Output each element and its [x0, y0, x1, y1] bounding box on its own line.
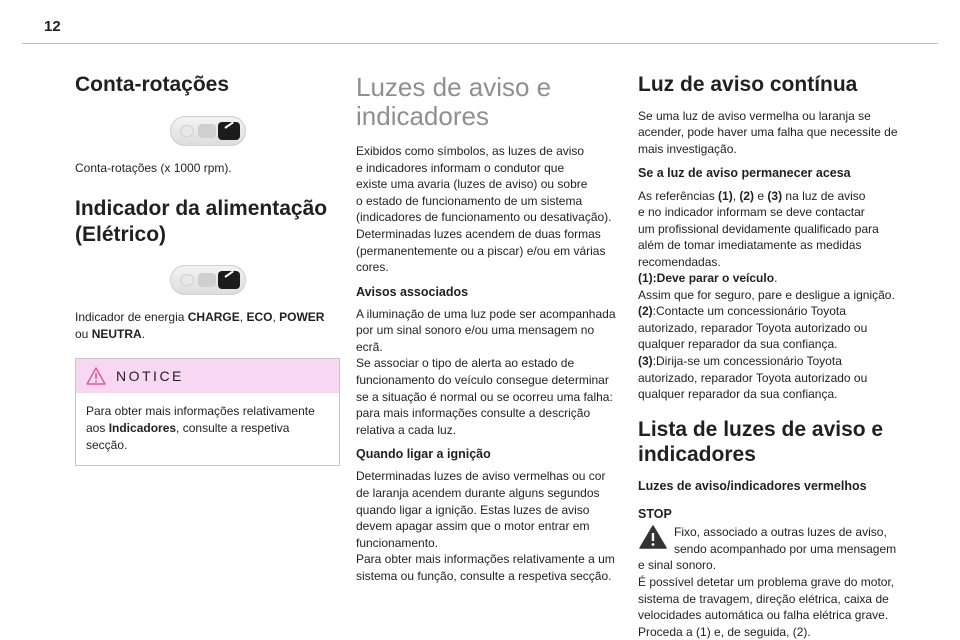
- column-middle: [356, 60, 621, 584]
- c3-intro-line: acender, pode haver uma falha que necessite de: [638, 125, 898, 140]
- ref-pre: As referências: [638, 188, 719, 203]
- item3-label: (3): [638, 353, 653, 368]
- tachometer-cluster-icon: [75, 116, 340, 146]
- power-text-end: .: [141, 326, 146, 341]
- notice-box: [75, 358, 340, 466]
- stop-rest-line: e sinal sonoro.: [638, 558, 717, 573]
- ignition-line: funcionamento.: [356, 535, 439, 550]
- continuous-light-heading: Luz de aviso contínua: [638, 73, 858, 96]
- stop-row: [638, 524, 910, 557]
- item1-text: Assim que for seguro, pare e desligue a ignição.: [638, 287, 895, 302]
- ref-line: além de tomar imediatamente as medidas: [638, 238, 862, 253]
- stop-text-rest: [638, 557, 910, 640]
- item2-line: :Contacte um concessionário Toyota: [652, 304, 846, 319]
- ref-sep1: ,: [732, 188, 740, 203]
- warning-triangle-icon: [86, 367, 106, 385]
- item1-end: .: [774, 271, 778, 286]
- ref-post: na luz de aviso: [782, 188, 866, 203]
- stop-rest-line: Proceda a (1) e, de seguida, (2).: [638, 624, 811, 639]
- ignition-line: Para obter mais informações relativamente a um: [356, 552, 615, 567]
- power-sep2: ,: [272, 310, 280, 325]
- item3-line: autorizado, reparador Toyota autorizado ou: [638, 370, 868, 385]
- ref-line: um profissional devidamente qualificado para: [638, 221, 879, 236]
- assoc-line: por um sinal sonoro e/ou uma mensagem no: [356, 323, 595, 338]
- intro-line: (indicadores de funcionamento ou desativação).: [356, 210, 612, 225]
- intro-line: Determinadas luzes acendem de duas formas: [356, 226, 601, 241]
- c3-intro-line: mais investigação.: [638, 141, 737, 156]
- ref-2: (2): [739, 188, 755, 203]
- ignition-heading: Quando ligar a ignição: [356, 447, 491, 462]
- mode-eco: ECO: [246, 310, 273, 325]
- top-rule: [22, 43, 938, 44]
- mode-charge: CHARGE: [187, 310, 240, 325]
- item1-label: (1): [638, 271, 653, 286]
- intro-line: (permanentemente ou a piscar) e/ou em várias: [356, 243, 606, 258]
- ref-sep2: e: [754, 188, 768, 203]
- intro-line: e indicadores informam o condutor que: [356, 160, 565, 175]
- item2-line: autorizado, reparador Toyota autorizado ou: [638, 320, 868, 335]
- ref-3: (3): [767, 188, 783, 203]
- list-heading-line2: indicadores: [638, 443, 756, 467]
- item2-line: qualquer reparador da sua confiança.: [638, 337, 838, 352]
- assoc-line: se a situação é normal ou se ocorreu uma falha:: [356, 389, 613, 404]
- stop-line: sendo acompanhado por uma mensagem: [674, 541, 897, 556]
- notice-text-post: , consulte a respetiva secção.: [86, 421, 290, 452]
- notice-header: [76, 359, 339, 393]
- stop-line: Fixo, associado a outras luzes de aviso,: [674, 525, 887, 540]
- power-heading-line1: Indicador da alimentação: [75, 197, 328, 221]
- notice-text: [86, 403, 329, 453]
- warning-lights-heading-line2: indicadores: [356, 101, 489, 132]
- red-lights-heading: Luzes de aviso/indicadores vermelhos: [638, 478, 867, 493]
- notice-text-pre: Para obter mais informações relativamente aos: [86, 404, 315, 436]
- notice-text-bold: Indicadores: [108, 421, 177, 436]
- ignition-line: Determinadas luzes de aviso vermelhas ou cor: [356, 469, 606, 484]
- ref-line: recomendadas.: [638, 254, 721, 269]
- assoc-line: ecrã.: [356, 339, 383, 354]
- intro-line: existe uma avaria (luzes de aviso) ou sobre: [356, 177, 588, 192]
- warning-lights-intro: [356, 143, 621, 275]
- column-left: [75, 60, 340, 466]
- stop-label: STOP: [638, 507, 672, 522]
- stop-rest-line: velocidades automática ou falha elétrica grave.: [638, 608, 889, 623]
- assoc-line: funcionamento do veículo consegue determinar: [356, 373, 609, 388]
- ref-1: (1): [718, 188, 733, 203]
- c3-intro-line: Se uma luz de aviso vermelha ou laranja se: [638, 108, 871, 123]
- warning-lights-heading-line1: Luzes de aviso e: [356, 72, 552, 102]
- ignition-line: quando ligar a ignição. Estas luzes de aviso: [356, 502, 590, 517]
- assoc-line: Se associar o tipo de alerta ao estado de: [356, 356, 575, 371]
- column-right: [638, 60, 910, 640]
- tachometer-caption: Conta-rotações (x 1000 rpm).: [75, 160, 232, 175]
- continuous-light-intro: [638, 108, 910, 158]
- item3-line: qualquer reparador da sua confiança.: [638, 387, 838, 402]
- power-text-mid: ou: [75, 326, 92, 341]
- list-heading: [638, 417, 910, 468]
- assoc-line: relativa a cada luz.: [356, 422, 457, 437]
- power-heading-line2: (Elétrico): [75, 222, 167, 246]
- intro-line: cores.: [356, 260, 389, 275]
- ignition-text: [356, 468, 621, 584]
- item1-bold: :Deve parar o veículo: [652, 271, 775, 286]
- ignition-line: sistema ou função, consulte a respetiva secção.: [356, 568, 612, 583]
- power-heading: [75, 196, 340, 247]
- tachometer-heading: Conta-rotações: [75, 73, 230, 96]
- item3-line: :Dirija-se um concessionário Toyota: [652, 353, 842, 368]
- notice-title: NOTICE: [116, 368, 184, 385]
- intro-line: Exibidos como símbolos, as luzes de aviso: [356, 144, 585, 159]
- power-sep1: ,: [239, 310, 247, 325]
- associated-alerts-text: [356, 306, 621, 438]
- associated-alerts-heading: Avisos associados: [356, 284, 469, 299]
- ignition-line: de laranja acendem durante alguns segundos: [356, 486, 600, 501]
- mode-power: POWER: [279, 310, 325, 325]
- list-heading-line1: Lista de luzes de aviso e: [638, 417, 884, 441]
- assoc-line: A iluminação de uma luz pode ser acompanhada: [356, 306, 616, 321]
- stop-rest-line: sistema de travagem, direção elétrica, caixa de: [638, 591, 889, 606]
- ref-line: e no indicador informam se deve contactar: [638, 205, 865, 220]
- power-cluster-icon: [75, 265, 340, 295]
- stays-on-heading: Se a luz de aviso permanecer acesa: [638, 166, 851, 181]
- item2-label: (2): [638, 304, 653, 319]
- page-number: 12: [44, 18, 61, 35]
- intro-line: o estado de funcionamento de um sistema: [356, 193, 583, 208]
- power-text: [75, 309, 340, 342]
- warning-triangle-filled-icon: [638, 524, 668, 550]
- mode-neutral: NEUTRA: [91, 326, 142, 341]
- stop-text-top: [674, 524, 896, 557]
- power-text-pre: Indicador de energia: [75, 310, 188, 325]
- ignition-line: devem apagar assim que o motor entrar em: [356, 519, 590, 534]
- references-text: [638, 188, 910, 403]
- assoc-line: para mais informações consulte a descrição: [356, 406, 591, 421]
- warning-lights-heading: [356, 73, 621, 131]
- stop-rest-line: É possível detetar um problema grave do motor,: [638, 574, 895, 589]
- notice-body: [76, 393, 339, 465]
